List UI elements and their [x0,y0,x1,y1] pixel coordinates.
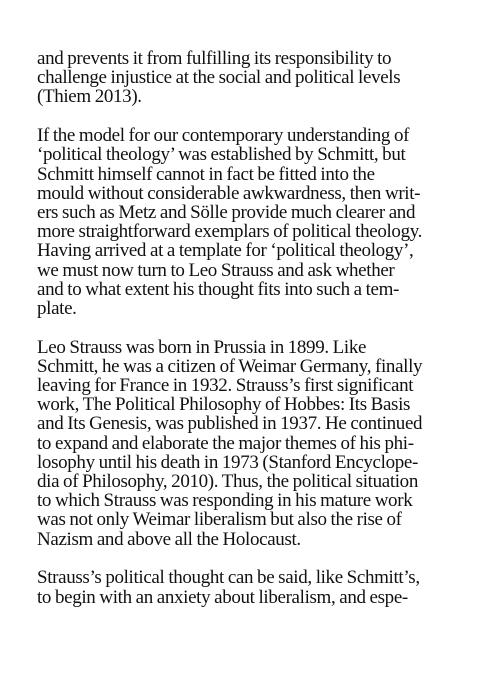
document-page [37,49,457,626]
text-line: Nazism and above all the Holocaust. [37,528,301,550]
text-line: If the model for our contemporary understanding of [37,125,410,147]
text-line: Having arrived at a template for ‘political theology’, [37,240,414,262]
text-line: and to what extent his thought fits into such a tem- [37,278,400,300]
text-line: Strauss’s political thought can be said, like Schmitt’s, [37,567,420,589]
text-line: work, The Political Philosophy of Hobbes: Its Basis [37,394,411,416]
text-line: Leo Strauss was born in Prussia in 1899. Like [37,336,367,358]
text-line: ers such as Metz and Sölle provide much clearer and [37,201,416,223]
text-line: to expand and elaborate the major themes of his phi- [37,432,414,454]
text-line: and prevents it from fulfilling its responsibility to [37,48,392,69]
text-line: ‘political theology’ was established by Schmitt, but [37,144,406,166]
text-line: we must now turn to Leo Strauss and ask whether [37,259,395,281]
text-line: (Thiem 2013). [37,86,142,108]
text-line: plate. [37,297,77,319]
paragraph-1 [37,49,457,107]
paragraph-4 [37,568,457,606]
text-line: to which Strauss was responding in his mature work [37,490,413,512]
text-line: dia of Philosophy, 2010). Thus, the political situation [37,471,418,493]
text-line: losophy until his death in 1973 (Stanford Encyclope- [37,451,418,473]
text-line: was not only Weimar liberalism but also the rise of [37,509,402,531]
text-line: to begin with an anxiety about liberalism, and espe- [37,586,408,608]
text-line: challenge injustice at the social and political levels [37,67,401,89]
paragraph-3 [37,338,457,549]
text-line: and Its Genesis, was published in 1937. He continued [37,413,423,435]
paragraph-2 [37,126,457,318]
text-line: Schmitt himself cannot in fact be fitted into the [37,163,375,185]
text-line: Schmitt, he was a citizen of Weimar Germany, finally [37,355,423,377]
text-line: leaving for France in 1932. Strauss’s first significant [37,375,414,397]
text-line: more straightforward exemplars of political theology. [37,221,423,243]
text-line: mould without considerable awkwardness, then writ- [37,182,421,204]
